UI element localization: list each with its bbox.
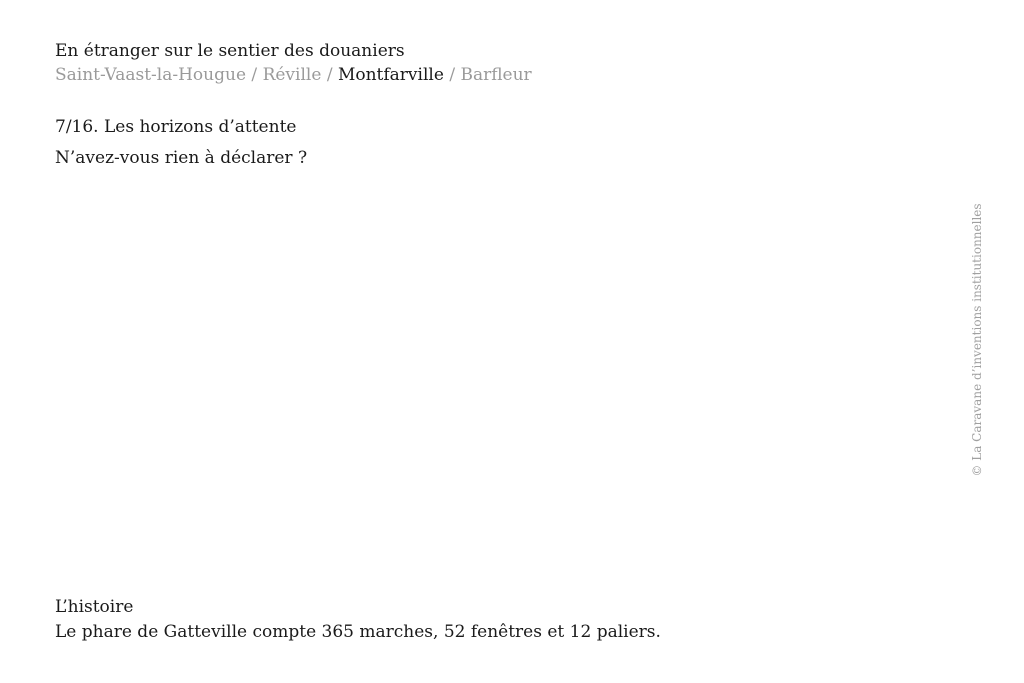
breadcrumb-separator: / <box>326 65 333 85</box>
breadcrumb-separator: / <box>251 65 258 85</box>
breadcrumb-item-barfleur[interactable]: Barfleur <box>460 65 532 85</box>
history-text: Le phare de Gatteville compte 365 marches, 52 fenêtres et 12 paliers. <box>55 622 661 642</box>
copyright-credit: © La Caravane d’inventions institutionnelles <box>970 203 984 477</box>
breadcrumb-separator: / <box>449 65 456 85</box>
history-label: L’histoire <box>55 597 134 617</box>
breadcrumb <box>55 64 532 86</box>
card-heading: 7/16. Les horizons d’attente <box>55 117 297 137</box>
breadcrumb-item-saint-vaast-la-hougue[interactable]: Saint-Vaast-la-Hougue <box>55 65 247 85</box>
breadcrumb-item-montfarville: Montfarville <box>337 65 444 85</box>
breadcrumb-item-reville[interactable]: Réville <box>262 65 322 85</box>
series-title: En étranger sur le sentier des douaniers <box>55 41 405 61</box>
card-question: N’avez-vous rien à déclarer ? <box>55 148 308 168</box>
